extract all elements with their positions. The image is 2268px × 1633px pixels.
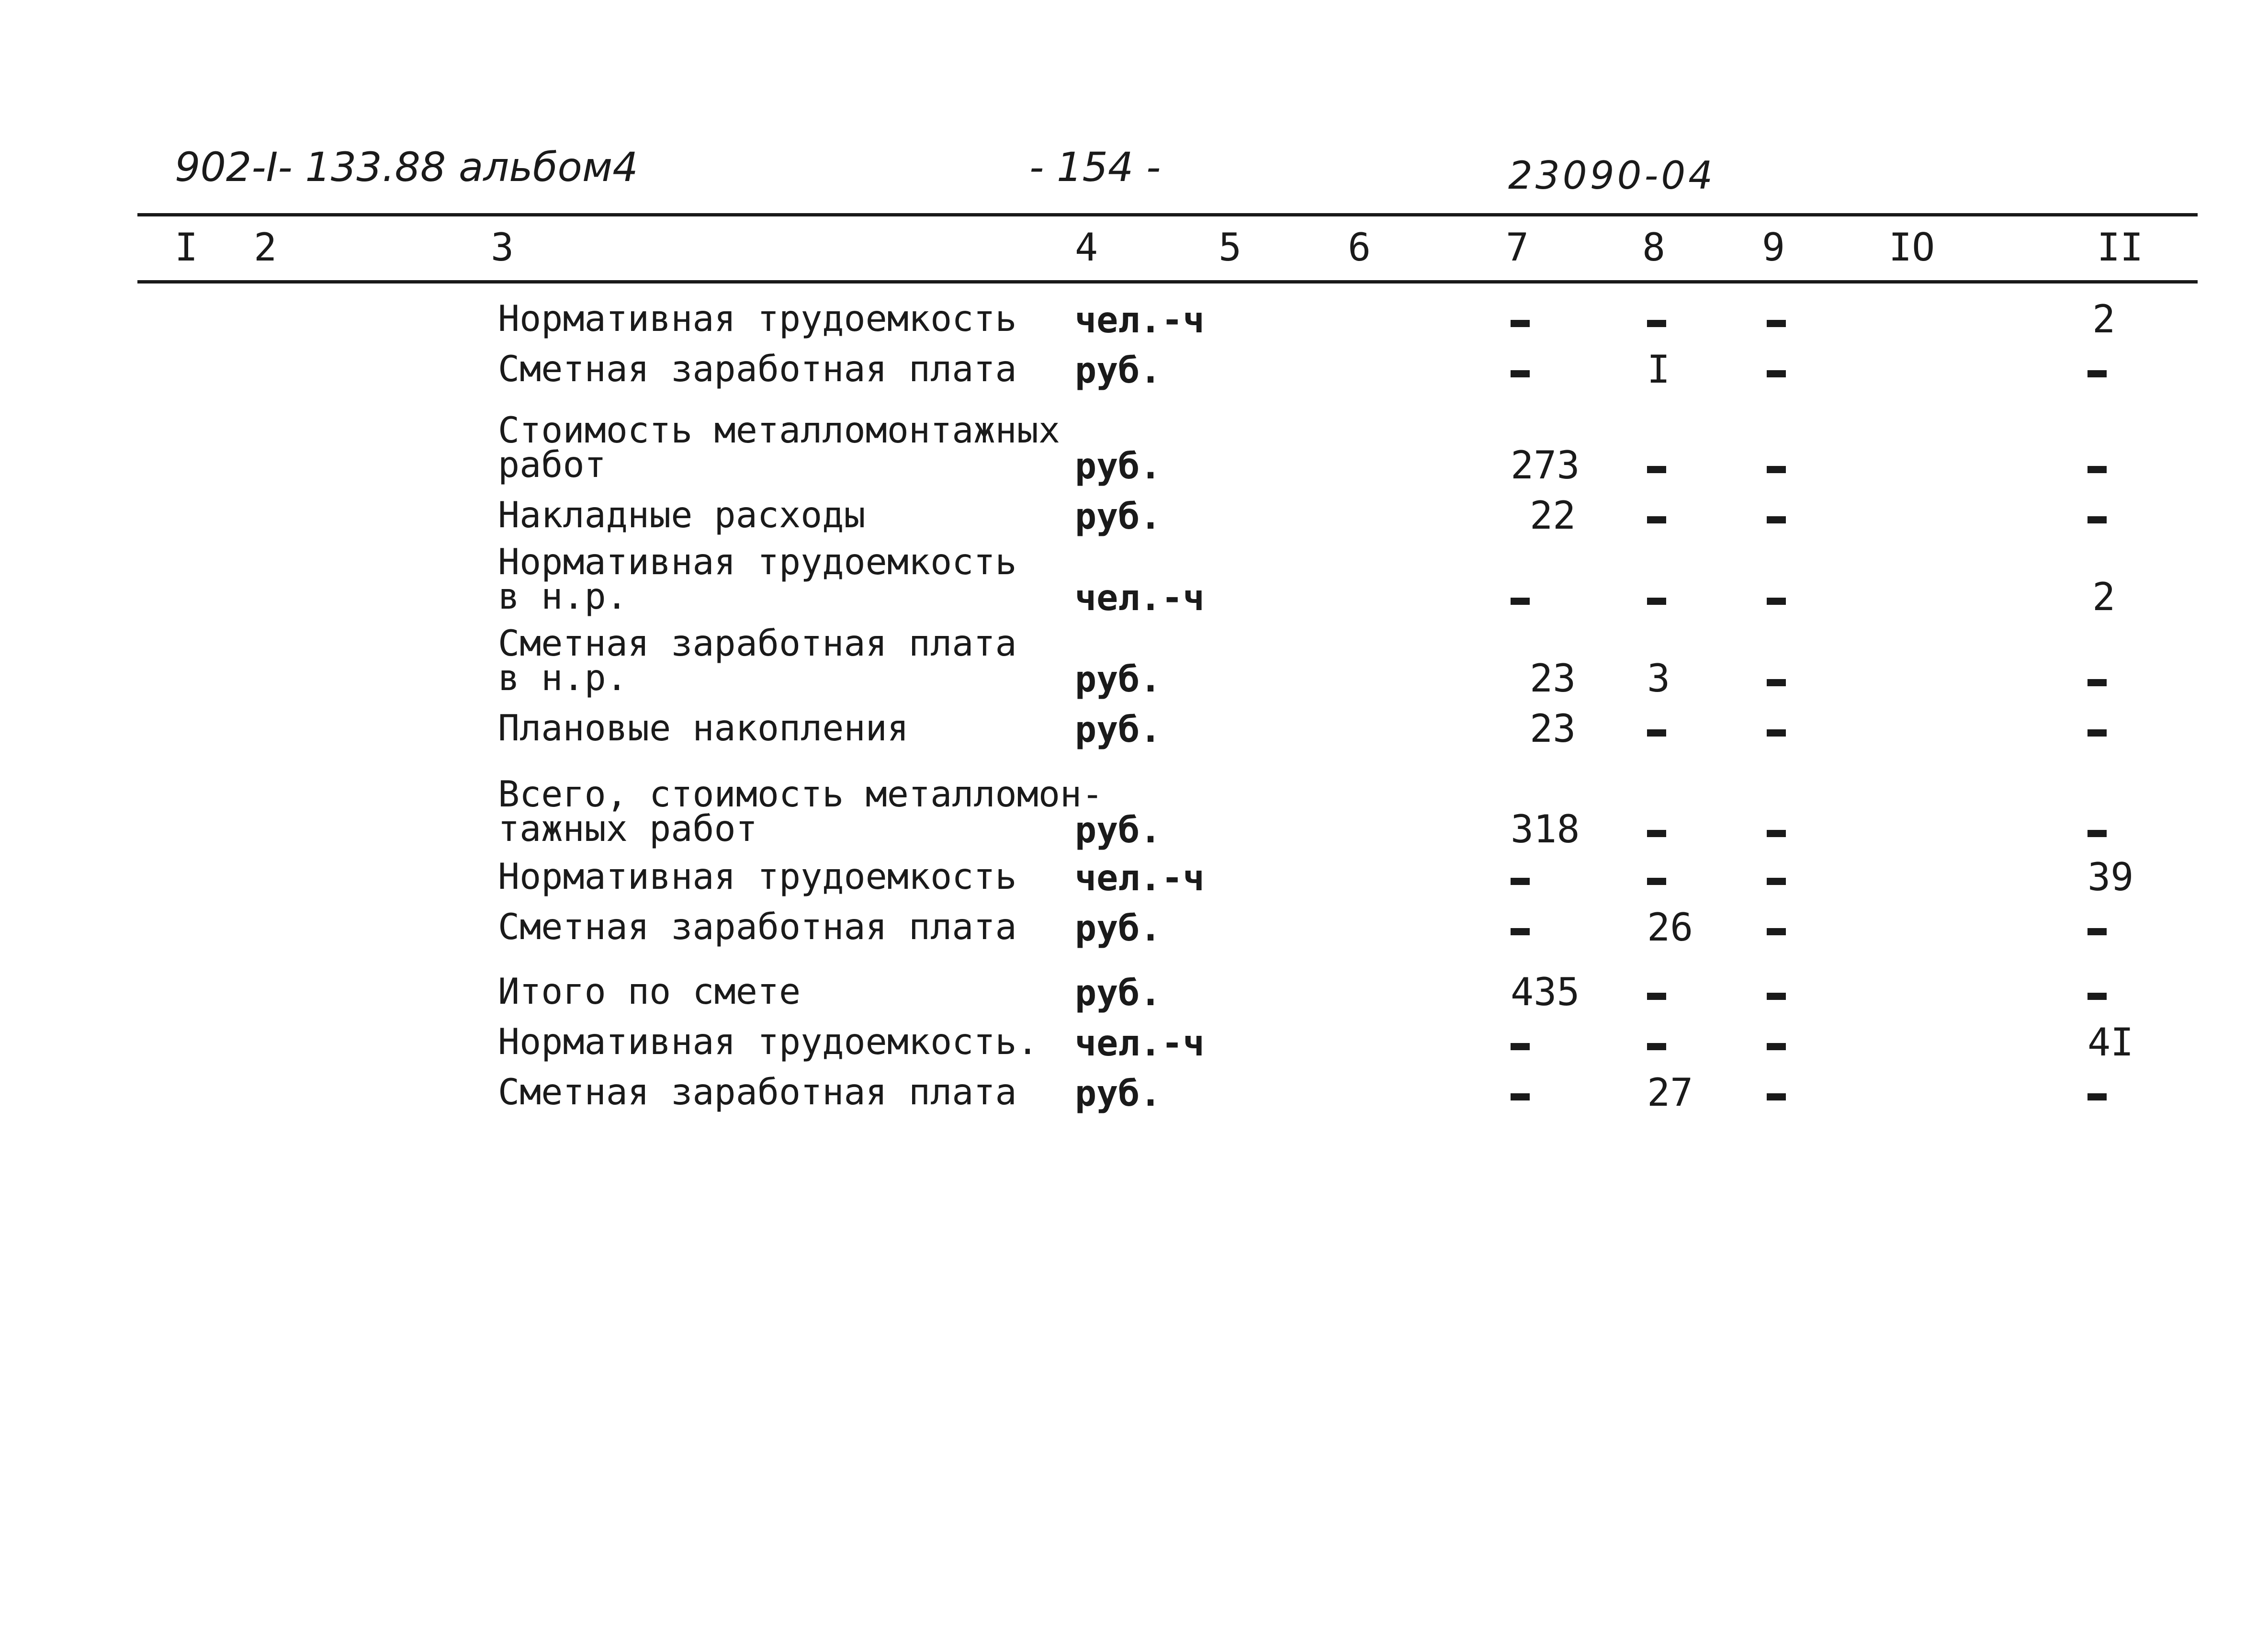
cell-dash-c11 xyxy=(2087,679,2107,686)
row-label: Накладные расходы xyxy=(498,494,866,536)
cell-dash-c9 xyxy=(1767,1043,1786,1050)
page-number: - 154 - xyxy=(1029,144,1161,191)
cell-dash-c8 xyxy=(1647,516,1666,523)
column-header-4: 4 xyxy=(1075,225,1098,270)
row-unit: руб. xyxy=(1075,708,1162,750)
cell-dash-c9 xyxy=(1767,830,1786,837)
cell-value-c7: 273 xyxy=(1511,443,1580,488)
row-unit: руб. xyxy=(1075,445,1162,487)
cell-value-c11: 4I xyxy=(2087,1020,2134,1065)
cell-dash-c11 xyxy=(2087,1093,2107,1100)
cell-dash-c8 xyxy=(1647,729,1666,737)
row-unit: чел.-ч xyxy=(1075,1022,1205,1064)
cell-dash-c9 xyxy=(1767,598,1786,605)
cell-dash-c11 xyxy=(2087,928,2107,935)
column-header-3: 3 xyxy=(491,225,514,270)
row-unit: руб. xyxy=(1075,809,1162,851)
row-label: работ xyxy=(498,443,606,486)
cell-dash-c9 xyxy=(1767,679,1786,686)
cell-value-c11: 2 xyxy=(2092,297,2116,341)
cell-value-c8: 26 xyxy=(1647,905,1693,950)
cell-dash-c9 xyxy=(1767,928,1786,935)
cell-dash-c9 xyxy=(1767,370,1786,377)
column-header-8: 8 xyxy=(1642,225,1666,270)
cell-dash-c7 xyxy=(1511,1043,1530,1050)
cell-dash-c9 xyxy=(1767,466,1786,473)
row-label: Сметная заработная плата xyxy=(498,348,1017,390)
row-label: Сметная заработная плата xyxy=(498,622,1017,664)
cell-value-c8: 27 xyxy=(1647,1070,1693,1115)
cell-value-c11: 2 xyxy=(2092,575,2116,619)
cell-value-c7: 318 xyxy=(1511,807,1580,851)
cell-dash-c7 xyxy=(1511,370,1530,377)
cell-dash-c8 xyxy=(1647,598,1666,605)
cell-dash-c9 xyxy=(1767,320,1786,327)
cell-dash-c7 xyxy=(1511,878,1530,885)
cell-value-c7: 435 xyxy=(1511,970,1580,1014)
cell-dash-c9 xyxy=(1767,993,1786,1000)
cell-value-c11: 39 xyxy=(2087,855,2134,899)
row-unit: руб. xyxy=(1075,349,1162,391)
cell-value-c8: 3 xyxy=(1647,656,1670,701)
cell-value-c7: 23 xyxy=(1530,656,1576,701)
document-code: 902-I- 133.88 альбом4 xyxy=(175,144,638,191)
cell-value-c7: 22 xyxy=(1530,493,1576,538)
row-label: в н.р. xyxy=(498,657,628,699)
row-unit: чел.-ч xyxy=(1075,857,1205,899)
cell-dash-c11 xyxy=(2087,830,2107,837)
cell-value-c8: I xyxy=(1647,347,1670,392)
cell-dash-c8 xyxy=(1647,830,1666,837)
row-label: Нормативная трудоемкость xyxy=(498,297,1017,340)
inventory-number: 23090-04 xyxy=(1508,153,1716,198)
cell-dash-c7 xyxy=(1511,928,1530,935)
cell-dash-c9 xyxy=(1767,729,1786,737)
column-header-1: I xyxy=(175,225,198,270)
cell-dash-c9 xyxy=(1767,878,1786,885)
column-header-7: 7 xyxy=(1506,225,1529,270)
row-label: Нормативная трудоемкость xyxy=(498,855,1017,897)
cell-dash-c8 xyxy=(1647,993,1666,1000)
row-label: Нормативная трудоемкость. xyxy=(498,1021,1038,1063)
row-unit: чел.-ч xyxy=(1075,577,1205,619)
cell-dash-c7 xyxy=(1511,320,1530,327)
table-top-rule xyxy=(137,213,2198,216)
cell-dash-c7 xyxy=(1511,598,1530,605)
row-label: Стоимость металломонтажных xyxy=(498,409,1060,451)
cell-dash-c11 xyxy=(2087,993,2107,1000)
column-header-5: 5 xyxy=(1219,225,1242,270)
cell-dash-c11 xyxy=(2087,370,2107,377)
cell-dash-c8 xyxy=(1647,320,1666,327)
table-header-rule xyxy=(137,280,2198,284)
cell-dash-c11 xyxy=(2087,729,2107,737)
row-label: в н.р. xyxy=(498,575,628,617)
cell-dash-c7 xyxy=(1511,1093,1530,1100)
cell-dash-c9 xyxy=(1767,1093,1786,1100)
row-label: Плановые накопления xyxy=(498,707,909,749)
row-unit: руб. xyxy=(1075,658,1162,700)
cell-dash-c8 xyxy=(1647,1043,1666,1050)
row-label: Итого по смете xyxy=(498,970,801,1012)
cell-dash-c8 xyxy=(1647,878,1666,885)
column-header-2: 2 xyxy=(254,225,277,270)
row-unit: руб. xyxy=(1075,1072,1162,1114)
row-unit: чел.-ч xyxy=(1075,299,1205,341)
row-unit: руб. xyxy=(1075,495,1162,537)
column-header-9: 9 xyxy=(1762,225,1785,270)
row-label: Нормативная трудоемкость xyxy=(498,541,1017,583)
row-label: Сметная заработная плата xyxy=(498,1071,1017,1113)
row-unit: руб. xyxy=(1075,972,1162,1014)
cell-dash-c11 xyxy=(2087,466,2107,473)
row-unit: руб. xyxy=(1075,907,1162,949)
cell-dash-c8 xyxy=(1647,466,1666,473)
row-label: Сметная заработная плата xyxy=(498,906,1017,948)
column-header-11: II xyxy=(2097,225,2144,270)
cell-dash-c11 xyxy=(2087,516,2107,523)
cell-value-c7: 23 xyxy=(1530,706,1576,751)
column-header-6: 6 xyxy=(1348,225,1371,270)
column-header-10: IO xyxy=(1889,225,1935,270)
row-label: тажных работ xyxy=(498,807,757,850)
row-label: Всего, стоимость металломон- xyxy=(498,773,1104,815)
cell-dash-c9 xyxy=(1767,516,1786,523)
